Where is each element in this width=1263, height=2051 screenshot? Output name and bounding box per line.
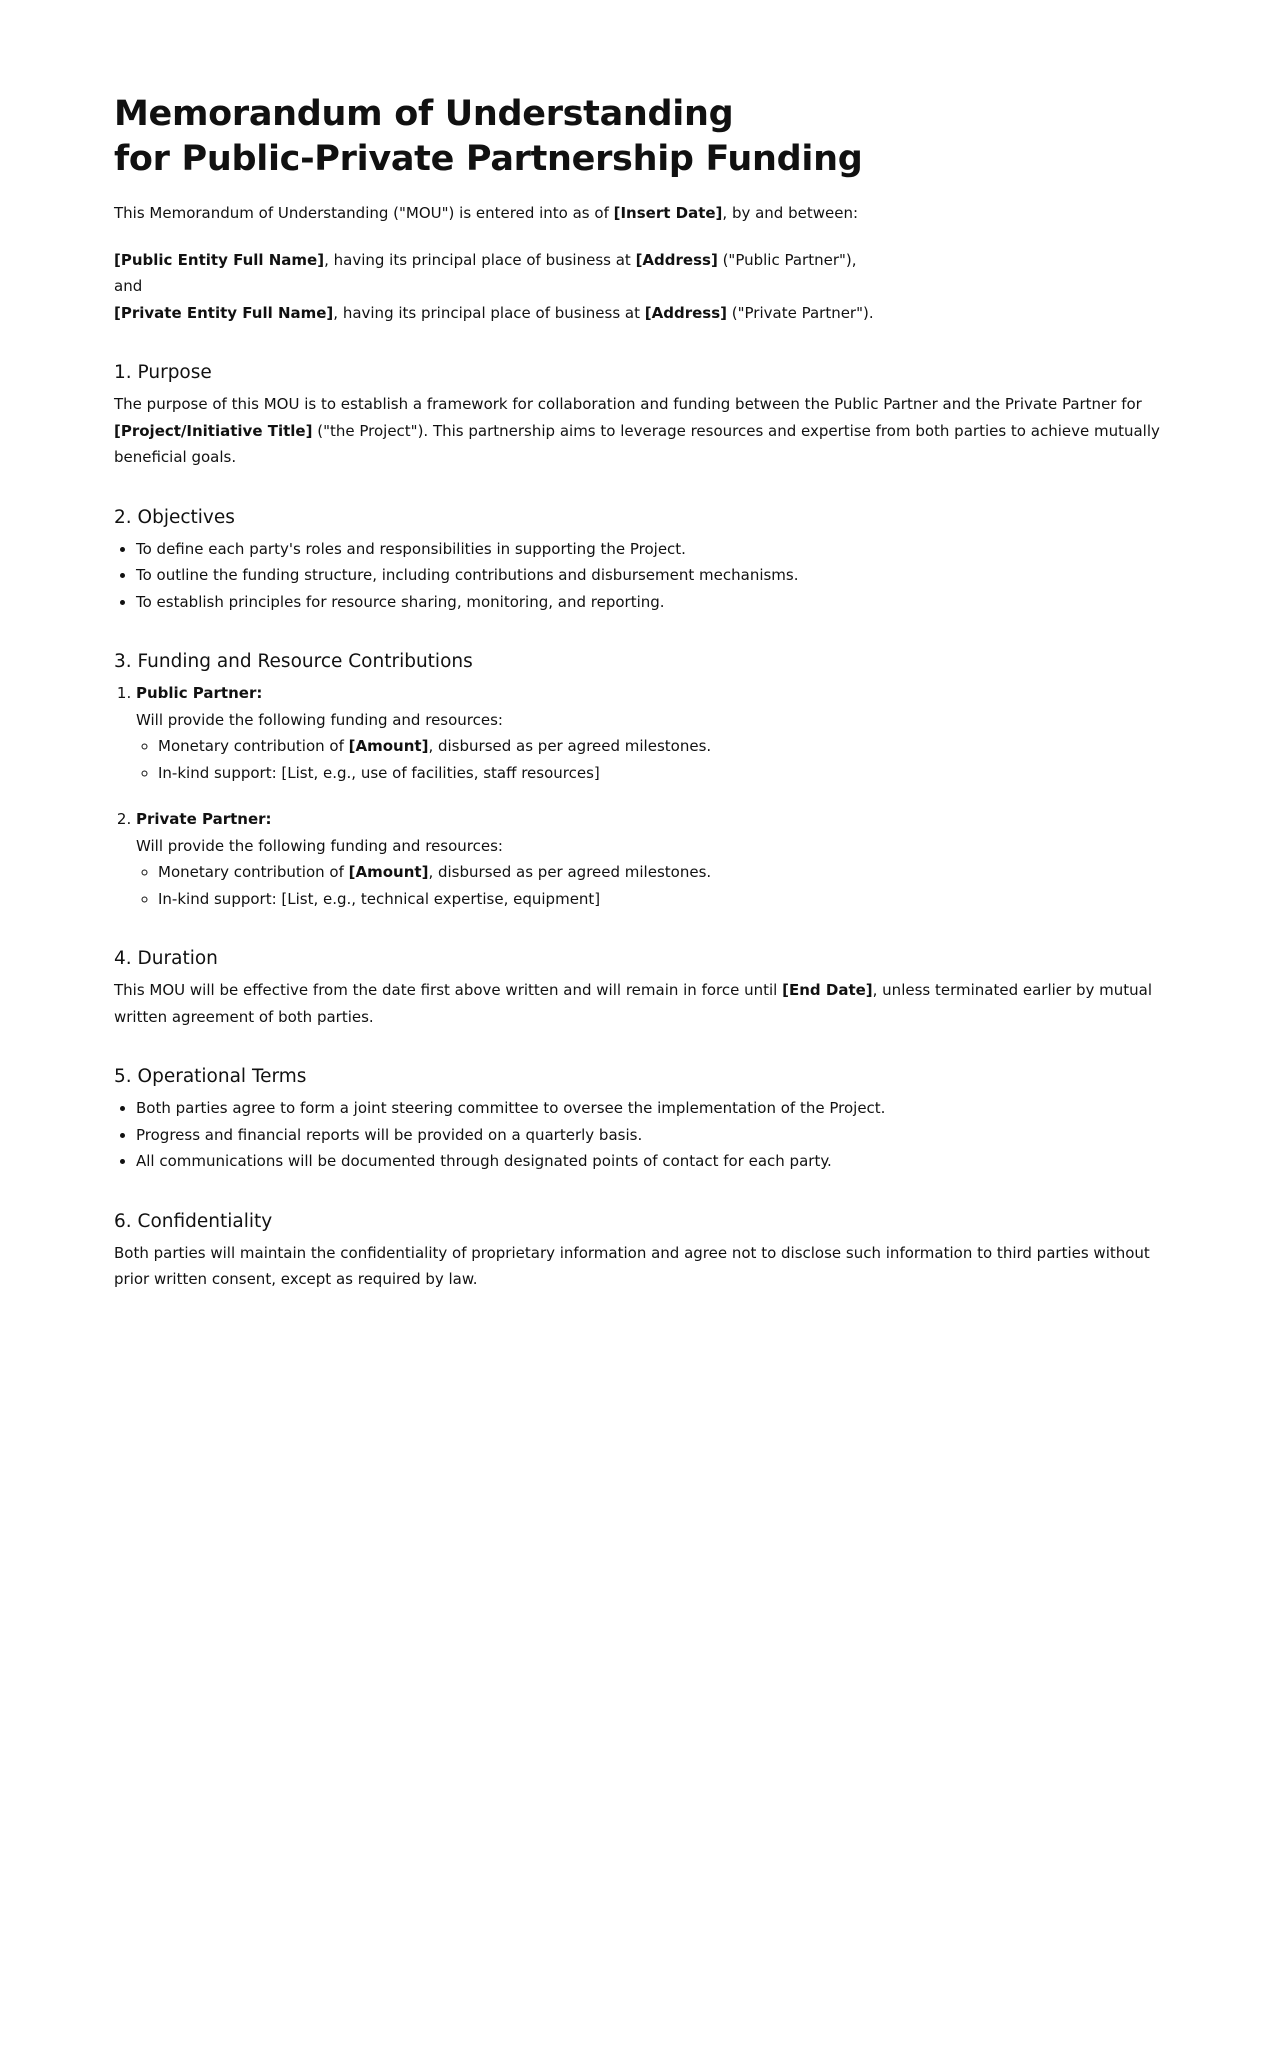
intro-text: This Memorandum of Understanding ("MOU") is entered into as of bbox=[114, 204, 614, 222]
list-item: • All communications will be documented through designated points of contact for each party. bbox=[136, 1148, 1174, 1175]
amount-placeholder: [Amount] bbox=[348, 737, 429, 755]
duration-text: This MOU will be effective from the date first above written and will remain in force until bbox=[114, 981, 783, 999]
private-partner-contribution bbox=[136, 806, 1174, 912]
list-item: • To define each party's roles and responsibilities in supporting the Project. bbox=[136, 536, 1174, 563]
private-entity-role: ("Private Partner"). bbox=[727, 303, 874, 322]
money-text: Monetary contribution of bbox=[158, 863, 349, 881]
list-item: ◦ In-kind support: [List, e.g., use of facilities, staff resources] bbox=[158, 760, 1174, 787]
private-address-placeholder: [Address] bbox=[644, 303, 727, 322]
intro-text-end: , by and between: bbox=[722, 204, 859, 222]
section-heading: 4. Duration bbox=[114, 948, 218, 969]
contributions-list bbox=[114, 680, 1174, 912]
document-title bbox=[114, 92, 1174, 182]
private-partner-sublist bbox=[136, 859, 1174, 912]
project-title-placeholder: [Project/Initiative Title] bbox=[114, 421, 313, 440]
section-heading: 1. Purpose bbox=[114, 362, 212, 383]
objectives-list bbox=[114, 536, 1174, 616]
money-text-end: , disbursed as per agreed milestones. bbox=[428, 863, 712, 881]
list-item bbox=[158, 859, 1174, 886]
public-partner-sublist bbox=[136, 733, 1174, 786]
and-text: and bbox=[114, 277, 143, 295]
section-funding bbox=[114, 648, 1174, 912]
private-entity-text: , having its principal place of business at bbox=[333, 303, 645, 322]
section-duration bbox=[114, 945, 1174, 1030]
duration-text-end: , unless terminated earlier by mutual written agreement of both parties. bbox=[114, 981, 1152, 1026]
document bbox=[114, 92, 1174, 1293]
section-heading: 3. Funding and Resource Contributions bbox=[114, 651, 473, 672]
section-heading: 2. Objectives bbox=[114, 506, 235, 528]
public-partner-contribution bbox=[136, 680, 1174, 786]
end-date-placeholder: [End Date] bbox=[782, 981, 873, 999]
insert-date-placeholder: [Insert Date] bbox=[613, 204, 723, 222]
public-entity-text: , having its principal place of business at bbox=[324, 250, 636, 269]
section-purpose bbox=[114, 359, 1174, 471]
section-heading: 6. Confidentiality bbox=[114, 1210, 273, 1232]
public-address-placeholder: [Address] bbox=[635, 250, 718, 269]
money-text: Monetary contribution of bbox=[158, 737, 349, 755]
section-operational-terms bbox=[114, 1063, 1174, 1175]
section-heading: 5. Operational Terms bbox=[114, 1066, 307, 1087]
public-partner-label: Public Partner: bbox=[136, 684, 263, 702]
purpose-text: The purpose of this MOU is to establish a framework for collaboration and funding between the Public Partner and the Private Partner for bbox=[114, 395, 1142, 413]
intro-paragraph bbox=[114, 200, 1174, 227]
title-line-2: for Public-Private Partnership Funding bbox=[114, 139, 863, 179]
public-entity-name: [Public Entity Full Name] bbox=[114, 250, 325, 269]
list-item: • To outline the funding structure, including contributions and disbursement mechanisms. bbox=[136, 562, 1174, 589]
purpose-paragraph bbox=[114, 391, 1174, 471]
purpose-text-end: ("the Project"). This partnership aims to leverage resources and expertise from both parties to achieve mutually beneficial goals. bbox=[114, 421, 1160, 466]
list-item bbox=[158, 733, 1174, 760]
parties-paragraph bbox=[114, 247, 1174, 327]
public-entity-role: ("Public Partner"), bbox=[717, 250, 857, 269]
list-item: • Both parties agree to form a joint steering committee to oversee the implementation of the Project. bbox=[136, 1095, 1174, 1122]
section-objectives bbox=[114, 504, 1174, 616]
duration-paragraph bbox=[114, 977, 1174, 1030]
private-entity-name: [Private Entity Full Name] bbox=[114, 303, 334, 322]
confidentiality-paragraph: Both parties will maintain the confidentiality of proprietary information and agree not to disclose such information to third parties without prior written consent, except as required by law. bbox=[114, 1243, 1150, 1288]
list-item: ◦ In-kind support: [List, e.g., technical expertise, equipment] bbox=[158, 886, 1174, 913]
title-line-1: Memorandum of Understanding bbox=[114, 94, 734, 134]
list-item: • To establish principles for resource sharing, monitoring, and reporting. bbox=[136, 589, 1174, 616]
section-confidentiality bbox=[114, 1208, 1174, 1293]
private-partner-label: Private Partner: bbox=[136, 810, 272, 828]
public-partner-intro: Will provide the following funding and resources: bbox=[136, 710, 503, 729]
money-text-end: , disbursed as per agreed milestones. bbox=[428, 737, 712, 755]
operational-terms-list bbox=[114, 1095, 1174, 1175]
private-partner-intro: Will provide the following funding and resources: bbox=[136, 836, 503, 855]
amount-placeholder: [Amount] bbox=[348, 863, 429, 881]
list-item: • Progress and financial reports will be provided on a quarterly basis. bbox=[136, 1122, 1174, 1149]
